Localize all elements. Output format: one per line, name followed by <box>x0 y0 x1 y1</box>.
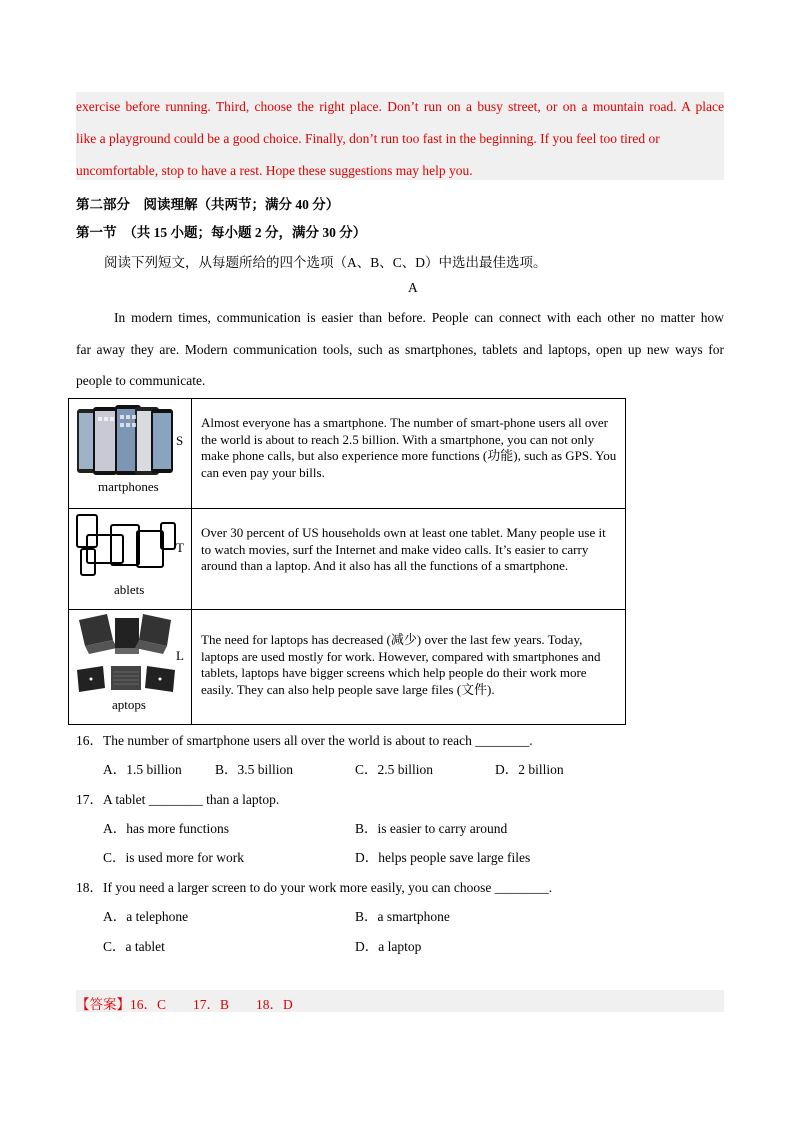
table-row <box>69 509 626 610</box>
section-heading: 第一节 （共 15 小题；每小题 2 分，满分 30 分） <box>76 225 367 240</box>
table-row <box>69 399 626 509</box>
smartphones-image <box>75 405 175 477</box>
caption-letter: L <box>176 648 184 663</box>
previous-answer-line: exercise before running. Third, choose the right place. Don’t run on a busy street, or on a mountain road. A place <box>76 99 724 114</box>
caption-word: martphones <box>98 479 159 494</box>
question-17-option-b: B．is easier to carry around <box>355 821 508 836</box>
tablets-image-cell <box>69 509 192 610</box>
question-16-stem: 16．The number of smartphone users all over the world is about to reach ________. <box>76 733 533 748</box>
laptops-image <box>77 614 177 694</box>
answer-key: 【答案】16．C 17．B 18．D <box>76 997 293 1012</box>
question-17-stem: 17．A tablet ________ than a laptop. <box>76 792 280 807</box>
laptops-description: The need for laptops has decreased (减少) over the last few years. Today, laptops are used mostly for work. However, compared with smartphones and tablets, laptops have bigger screens which help people do their work more easily. They can also help people save large files (文件). <box>192 610 626 725</box>
question-16-option-b: B．3.5 billion <box>215 762 294 777</box>
question-16-option-c: C．2.5 billion <box>355 762 434 777</box>
table-row <box>69 610 626 725</box>
passage-label: A <box>408 280 418 295</box>
caption-letter: S <box>176 433 184 448</box>
previous-answer-line: uncomfortable, stop to have a rest. Hope these suggestions may help you. <box>76 163 473 178</box>
laptops-image-cell <box>69 610 192 725</box>
caption-letter: T <box>176 540 184 555</box>
intro-line: people to communicate. <box>76 373 206 388</box>
question-17-option-d: D．helps people save large files <box>355 850 531 865</box>
question-17-option-a: A．has more functions <box>103 821 229 836</box>
tablets-description: Over 30 percent of US households own at least one tablet. Many people use it to watch movies, surf the Internet and make video calls. It’s easier to carry around than a laptop. And it also has all the functions of a smartphone. <box>192 509 626 610</box>
question-18-option-b: B．a smartphone <box>355 909 450 924</box>
devices-table <box>68 398 626 725</box>
question-18-option-a: A．a telephone <box>103 909 189 924</box>
question-18-stem: 18．If you need a larger screen to do your work more easily, you can choose ________. <box>76 880 553 895</box>
smartphones-image-cell <box>69 399 192 509</box>
question-18-option-d: D．a laptop <box>355 939 422 954</box>
intro-line: In modern times, communication is easier than before. People can connect with each other no matter how <box>114 310 724 325</box>
intro-line: far away they are. Modern communication tools, such as smartphones, tablets and laptops, open up new ways for <box>76 342 724 357</box>
smartphones-description: Almost everyone has a smartphone. The number of smart-phone users all over the world is about to reach 2.5 billion. With a smartphone, you can not only make phone calls, but also experience more functions (功能), such as GPS. You can even pay your bills. <box>192 399 626 509</box>
caption-word: aptops <box>112 697 146 712</box>
question-16-option-d: D．2 billion <box>495 762 564 777</box>
caption-word: ablets <box>114 582 145 597</box>
question-18-option-c: C．a tablet <box>103 939 165 954</box>
question-16-option-a: A．1.5 billion <box>103 762 182 777</box>
question-17-option-c: C．is used more for work <box>103 850 244 865</box>
instruction: 阅读下列短文，从每题所给的四个选项（A、B、C、D）中选出最佳选项。 <box>104 255 547 270</box>
previous-answer-line: like a playground could be a good choice. Finally, don’t run too fast in the beginning. If you feel too tired or <box>76 131 660 146</box>
part-heading: 第二部分 阅读理解（共两节；满分 40 分） <box>76 197 340 212</box>
tablets-image <box>75 513 179 577</box>
